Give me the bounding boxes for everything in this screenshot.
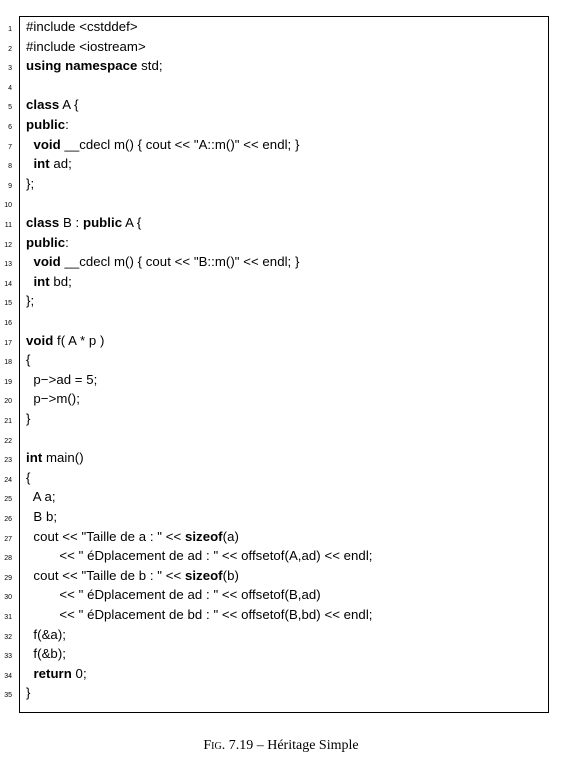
line-number: 17 <box>4 339 12 347</box>
line-number: 14 <box>4 280 12 288</box>
code-fragment: __cdecl m() { cout << "A::m()" << endl; } <box>60 136 300 152</box>
code-fragment: std; <box>137 58 163 74</box>
code-text <box>26 666 87 681</box>
code-text <box>26 176 34 191</box>
line-number: 20 <box>4 398 12 406</box>
code-fragment: (a) <box>222 528 239 544</box>
code-fragment: bd; <box>49 273 72 289</box>
code-fragment: }; <box>26 293 35 309</box>
line-number: 23 <box>4 457 12 465</box>
code-text <box>26 470 30 485</box>
code-line <box>0 429 562 449</box>
line-number: 1 <box>8 26 12 33</box>
code-keyword: int <box>26 450 43 466</box>
code-line <box>0 585 562 605</box>
code-text <box>26 333 104 348</box>
code-line <box>0 76 562 96</box>
line-number: 29 <box>4 574 12 582</box>
code-text <box>26 117 69 132</box>
code-fragment: << " éDplacement de bd : " << offsetof(B,bd) << endl; <box>26 607 373 622</box>
code-fragment: #include <iostream> <box>26 38 146 54</box>
code-fragment: : <box>65 234 69 250</box>
code-line <box>0 174 562 194</box>
code-line <box>0 154 562 174</box>
line-number: 30 <box>4 594 12 602</box>
code-fragment: << " éDplacement de ad : " << offsetof(B,ad) <box>26 587 321 603</box>
line-number: 32 <box>4 633 12 641</box>
line-number: 8 <box>8 163 12 171</box>
code-text <box>26 529 239 544</box>
code-fragment: p−>m(); <box>26 391 80 407</box>
code-line <box>0 409 562 429</box>
code-fragment: { <box>26 469 31 485</box>
code-text <box>26 568 239 583</box>
code-line <box>0 135 562 155</box>
code-keyword: class <box>26 97 60 113</box>
code-fragment: }; <box>26 175 35 191</box>
code-text <box>26 39 146 54</box>
line-number: 18 <box>4 359 12 367</box>
code-line <box>0 291 562 311</box>
code-line <box>0 233 562 253</box>
code-keyword: int <box>33 156 50 172</box>
code-keyword: namespace <box>65 58 138 74</box>
code-keyword: sizeof <box>184 528 223 544</box>
code-fragment: 0; <box>71 665 87 681</box>
figure-title: Héritage Simple <box>267 738 359 753</box>
code-keyword: public <box>26 117 66 132</box>
code-text <box>26 411 30 426</box>
code-fragment: } <box>26 685 31 701</box>
line-number: 12 <box>4 241 12 249</box>
figure-caption <box>0 738 562 754</box>
code-fragment: << " éDplacement de ad : " << offsetof(A,ad) << endl; <box>26 548 373 564</box>
code-line <box>0 605 562 625</box>
figure-number: 7.19 <box>228 738 254 753</box>
code-text <box>26 646 66 661</box>
code-fragment: A a; <box>26 489 56 505</box>
code-keyword: void <box>26 332 54 348</box>
line-number: 6 <box>8 124 12 131</box>
line-number: 16 <box>4 320 12 327</box>
code-line <box>0 115 562 135</box>
code-text <box>26 58 163 73</box>
code-line <box>0 331 562 351</box>
code-text <box>26 215 141 230</box>
code-line <box>0 56 562 76</box>
code-line <box>0 683 562 703</box>
code-line <box>0 311 562 331</box>
code-line <box>0 468 562 488</box>
code-fragment: __cdecl m() { cout << "B::m()" << endl; } <box>60 254 300 270</box>
code-line <box>0 664 562 684</box>
line-number: 26 <box>4 516 12 523</box>
code-text <box>26 607 373 622</box>
line-number: 24 <box>4 476 12 484</box>
code-keyword: sizeof <box>184 567 223 583</box>
line-number: 3 <box>8 65 12 73</box>
code-text <box>26 372 97 387</box>
line-number: 35 <box>4 692 12 700</box>
code-line <box>0 389 562 409</box>
code-fragment: f( A * p ) <box>53 332 105 348</box>
code-text <box>26 235 69 250</box>
code-text <box>26 293 34 308</box>
code-text <box>26 19 138 34</box>
code-fragment: cout << "Taille de b : " << <box>26 567 185 583</box>
code-keyword: void <box>33 136 61 152</box>
code-text <box>26 450 84 465</box>
code-line <box>0 370 562 390</box>
code-fragment: f(&a); <box>26 626 66 642</box>
line-number: 11 <box>4 222 12 229</box>
code-fragment: } <box>26 411 31 426</box>
code-text <box>26 509 57 524</box>
code-line <box>0 213 562 233</box>
code-fragment: : <box>65 117 69 132</box>
code-line <box>0 252 562 272</box>
code-line <box>0 37 562 57</box>
code-fragment: A { <box>122 215 142 230</box>
line-number: 19 <box>4 378 12 386</box>
code-keyword: public <box>26 234 66 250</box>
code-line <box>0 350 562 370</box>
line-number: 28 <box>4 555 12 563</box>
code-line <box>0 527 562 547</box>
code-fragment: (b) <box>222 567 239 583</box>
line-number: 27 <box>4 535 12 543</box>
code-line <box>0 546 562 566</box>
code-text <box>26 685 30 700</box>
code-text <box>26 548 373 563</box>
line-number: 2 <box>8 45 12 53</box>
code-fragment: A { <box>59 97 79 113</box>
code-fragment: p−>ad = 5; <box>26 371 98 387</box>
code-line <box>0 625 562 645</box>
code-line <box>0 448 562 468</box>
code-text <box>26 587 321 602</box>
code-keyword: int <box>33 273 50 289</box>
code-fragment: #include <cstddef> <box>26 19 138 34</box>
code-fragment: { <box>26 352 31 368</box>
line-number: 15 <box>4 300 12 308</box>
code-text <box>26 97 79 112</box>
code-line <box>0 644 562 664</box>
code-text <box>26 254 299 269</box>
code-keyword: using <box>26 58 62 74</box>
code-line <box>0 566 562 586</box>
code-line <box>0 487 562 507</box>
code-fragment: cout << "Taille de a : " << <box>26 528 185 544</box>
code-line <box>0 272 562 292</box>
figure-separator: – <box>256 738 264 753</box>
code-fragment: f(&b); <box>26 646 66 662</box>
line-number: 4 <box>8 84 12 92</box>
code-fragment: main() <box>42 450 84 466</box>
line-number: 22 <box>4 437 12 445</box>
code-fragment: ad; <box>49 156 72 172</box>
code-text <box>26 627 66 642</box>
code-text <box>26 274 72 289</box>
line-number: 33 <box>4 653 12 661</box>
code-text <box>26 156 72 171</box>
code-fragment: B b; <box>26 509 58 524</box>
code-text <box>26 391 80 406</box>
code-line <box>0 95 562 115</box>
code-keyword: void <box>33 254 61 270</box>
line-number: 25 <box>4 496 12 504</box>
code-text <box>26 137 299 152</box>
code-text <box>26 489 56 504</box>
line-number: 5 <box>8 104 12 112</box>
line-number: 31 <box>4 614 12 621</box>
code-fragment: B : <box>59 215 83 230</box>
line-number: 9 <box>8 182 12 190</box>
code-line <box>0 17 562 37</box>
code-keyword: public <box>82 215 123 230</box>
line-number: 13 <box>4 261 12 269</box>
code-line <box>0 507 562 527</box>
code-keyword: return <box>33 665 72 681</box>
code-keyword: class <box>26 215 60 230</box>
line-number: 21 <box>4 418 12 425</box>
line-number: 7 <box>8 143 12 151</box>
line-number: 10 <box>4 202 12 210</box>
figure-label: Fig. <box>203 738 226 753</box>
code-text <box>26 352 30 367</box>
code-line <box>0 193 562 213</box>
line-number: 34 <box>4 672 12 680</box>
